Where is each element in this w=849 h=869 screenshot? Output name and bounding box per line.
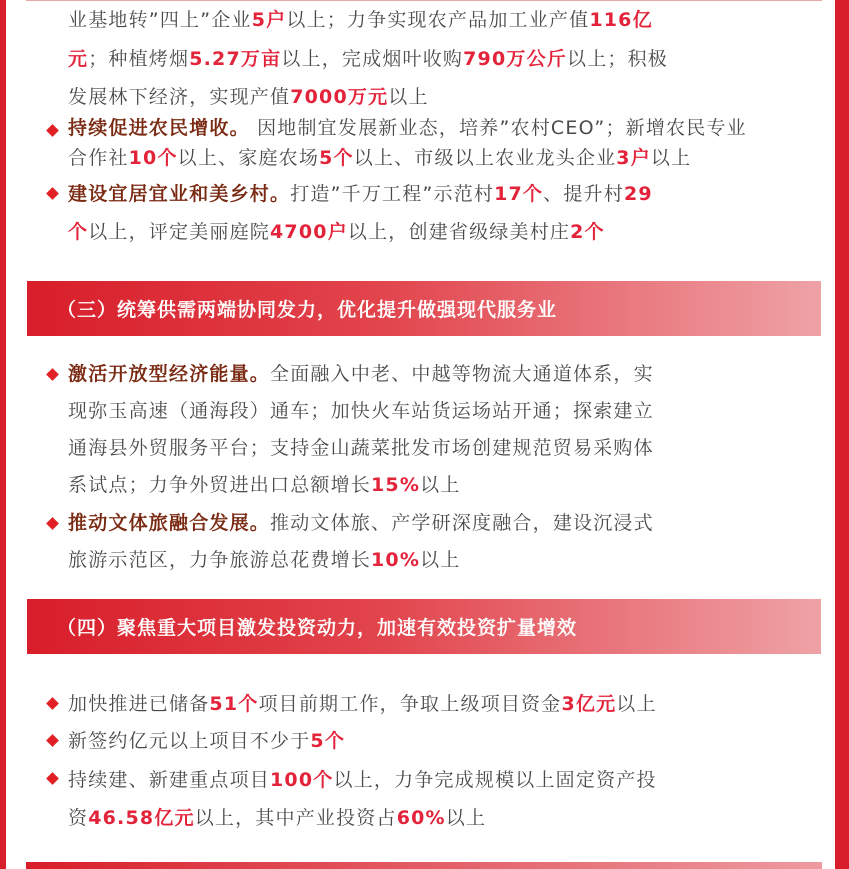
diamond-bullet-icon: [46, 368, 59, 381]
line: 持续建、新建重点项目100个以上，力争完成规模以上固定资产投: [68, 769, 657, 791]
line: 元；种植烤烟5.27万亩以上，完成烟叶收购790万公斤以上；积极: [68, 48, 669, 70]
continuation-paragraph: [44, 6, 804, 116]
item-livable-village: [44, 175, 804, 251]
line: 资46.58亿元以上，其中产业投资占60%以上: [68, 807, 487, 829]
list-item: [44, 686, 804, 722]
diamond-bullet-icon: [46, 187, 59, 200]
line: 激活开放型经济能量。全面融入中老、中越等物流大通道体系，实: [68, 363, 654, 385]
line: 推动文体旅融合发展。推动文体旅、产学研深度融合，建设沉浸式: [68, 512, 654, 534]
line: 新签约亿元以上项目不少于5个: [68, 730, 346, 752]
section-header-4: （四）聚焦重大项目激发投资动力，加速有效投资扩量增效: [27, 599, 821, 654]
list-item: [44, 761, 804, 837]
list-item: [44, 505, 804, 579]
line: 系试点；力争外贸进出口总额增长15%以上: [68, 474, 461, 496]
line: 个以上，评定美丽庭院4700户以上，创建省级绿美村庄2个: [68, 221, 605, 243]
diamond-bullet-icon: [46, 124, 59, 137]
line: 加快推进已储备51个项目前期工作，争取上级项目资金3亿元以上: [68, 693, 657, 715]
item-culture-tourism: [44, 505, 804, 579]
line: 建设宜居宜业和美乡村。打造”千万工程”示范村17个、提升村29: [68, 183, 653, 205]
item-new-projects: [44, 723, 804, 759]
list-item: [44, 723, 804, 759]
list-item: [44, 113, 804, 173]
item-farmer-income: [44, 113, 804, 173]
diamond-bullet-icon: [46, 734, 59, 747]
line: 通海县外贸服务平台；支持金山蔬菜批发市场创建规范贸易采购体: [68, 437, 654, 459]
line: 发展林下经济，实现产值7000万元以上: [68, 86, 429, 108]
diamond-bullet-icon: [46, 772, 59, 785]
item-project-prep: [44, 686, 804, 722]
list-item: [44, 356, 804, 504]
line: 现弥玉高速（通海段）通车；加快火车站货运场站开通；探索建立: [68, 400, 654, 422]
diamond-bullet-icon: [46, 697, 59, 710]
diamond-bullet-icon: [46, 517, 59, 530]
item-key-projects: [44, 761, 804, 837]
item-open-economy: [44, 356, 804, 504]
line: 旅游示范区，力争旅游总花费增长10%以上: [68, 549, 461, 571]
section2-continuation: [44, 6, 804, 116]
line: 合作社10个以上、家庭农场5个以上、市级以上农业龙头企业3户以上: [68, 147, 692, 169]
line: 持续促进农民增收。 因地制宜发展新业态，培养”农村CEO”；新增农民专业: [68, 117, 747, 139]
section-header-3: （三）统筹供需两端协同发力，优化提升做强现代服务业: [27, 281, 821, 336]
line: 业基地转”四上”企业5户以上；力争实现农产品加工业产值116亿: [68, 9, 653, 31]
list-item: [44, 175, 804, 251]
